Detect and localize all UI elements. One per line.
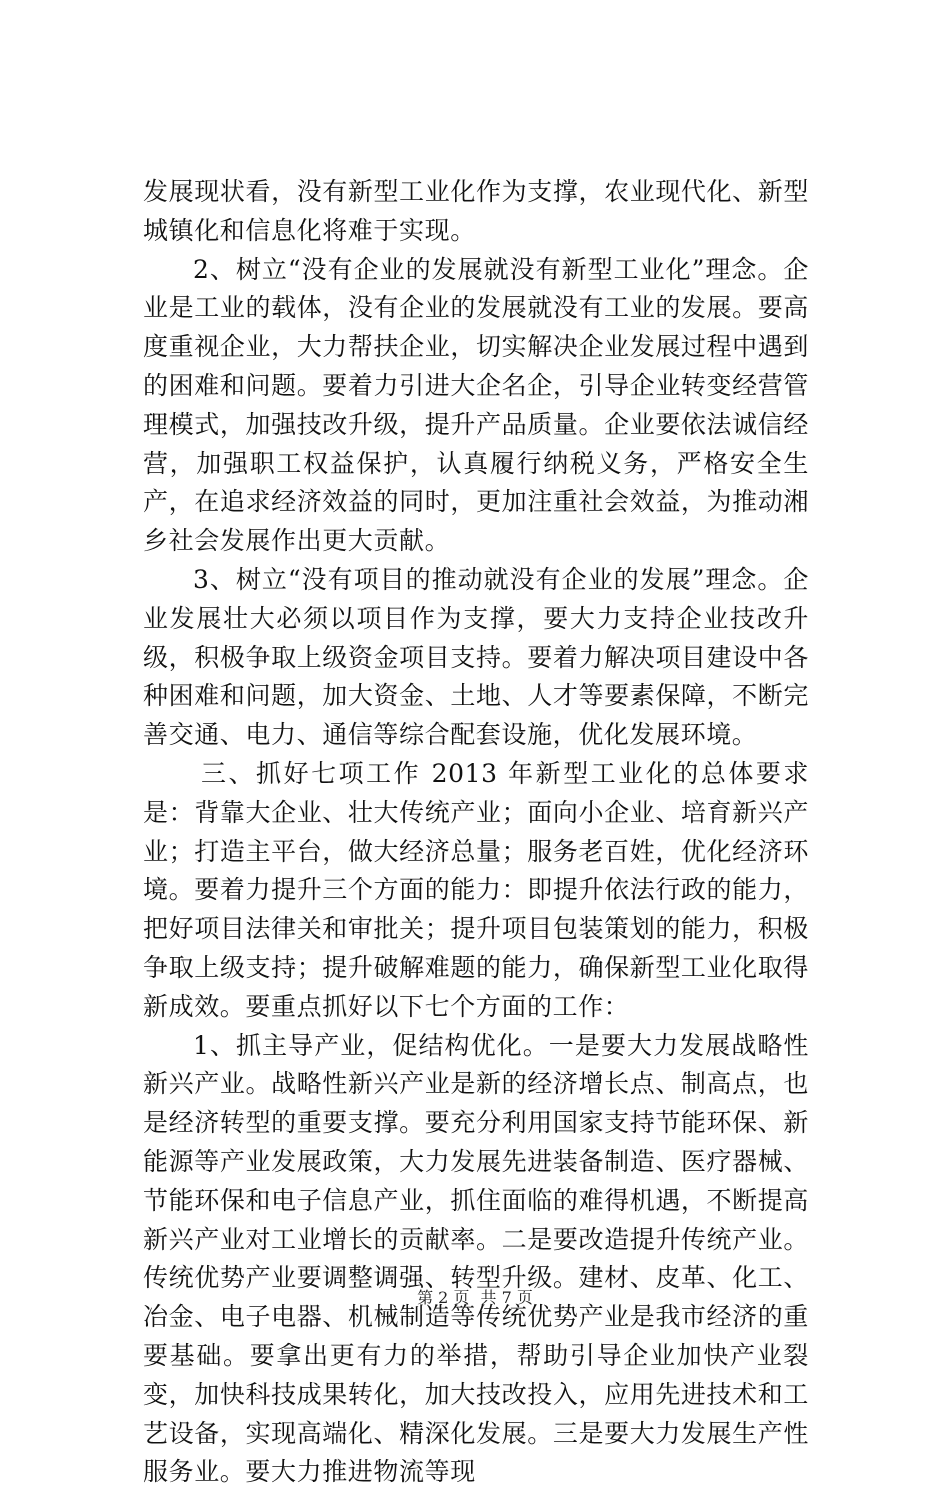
paragraph-principle-3: 3、树立“没有项目的推动就没有企业的发展”理念。企业发展壮大必须以项目作为支撑，要大力支持企业技改升级，积极争取上级资金项目支持。要着力解决项目建设中各种困难和问题，加大资金、土地、人才等要素保障，不断完善交通、电力、通信等综合配套设施，优化发展环境。 [143,564,809,750]
paragraph-principle-2: 2、树立“没有企业的发展就没有新型工业化”理念。企业是工业的载体，没有企业的发展就没有工业的发展。要高度重视企业，大力帮扶企业，切实解决企业发展过程中遇到的困难和问题。要着力引进大企名企，引导企业转变经营管理模式，加强技改升级，提升产品质量。企业要依法诚信经营，加强职工权益保护，认真履行纳税义务，严格安全生产，在追求经济效益的同时，更加注重社会效益，为推动湘乡社会发展作出更大贡献。 [143,254,809,556]
paragraph-section-3: 三、抓好七项工作 2013 年新型工业化的总体要求是：背靠大企业、壮大传统产业；面向小企业、培育新兴产业；打造主平台，做大经济总量；服务老百姓，优化经济环境。要着力提升三个方面的能力：即提升依法行政的能力，把好项目法律关和审批关；提升项目包装策划的能力，积极争取上级支持；提升破解难题的能力，确保新型工业化取得新成效。要重点抓好以下七个方面的工作： [143,758,809,1021]
page-total: 共 7 页 [480,1288,533,1307]
paragraph-continuation: 发展现状看，没有新型工业化作为支撑，农业现代化、新型城镇化和信息化将难于实现。 [143,177,809,245]
page-number: 第 2 页 [417,1288,470,1307]
page-footer [0,1285,950,1308]
paragraph-task-1: 1、抓主导产业，促结构优化。一是要大力发展战略性新兴产业。战略性新兴产业是新的经济增长点、制高点，也是经济转型的重要支撑。要充分利用国家支持节能环保、新能源等产业发展政策，大力发展先进装备制造、医疗器械、节能环保和电子信息产业，抓住面临的难得机遇，不断提高新兴产业对工业增长的贡献率。二是要改造提升传统产业。传统优势产业要调整调强、转型升级。建材、皮革、化工、冶金、电子电器、机械制造等传统优势产业是我市经济的重要基础。要拿出更有力的举措，帮助引导企业加快产业裂变，加快科技成果转化，加大技改投入，应用先进技术和工艺设备，实现高端化、精深化发展。三是要大力发展生产性服务业。要大力推进物流等现 [143,1030,809,1487]
